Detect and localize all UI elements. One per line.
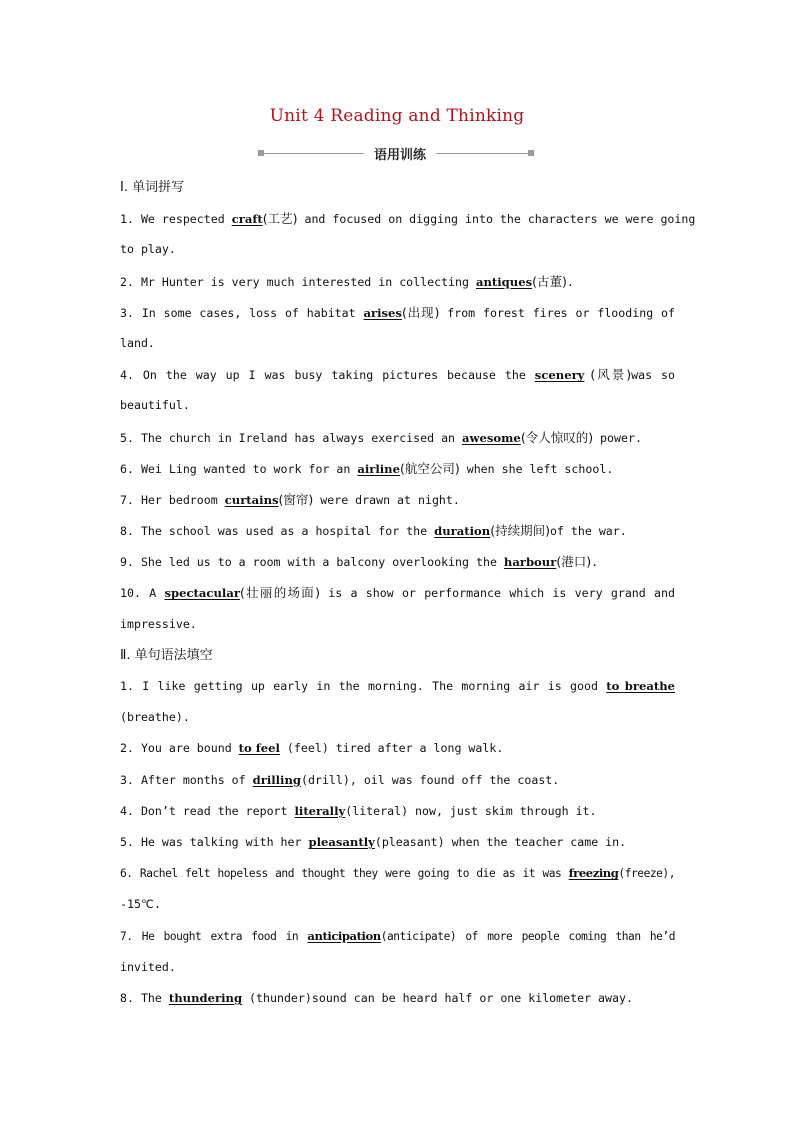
answer-text: craft	[231, 212, 263, 227]
banner-left-rule	[264, 153, 364, 154]
exercise-line	[120, 827, 675, 858]
exercise-line	[120, 422, 675, 453]
sentence-text: 4. Don’t read the report	[120, 803, 295, 818]
chinese-hint: (窗帘)	[278, 491, 314, 507]
exercise-line	[120, 577, 675, 608]
chinese-hint: (工艺)	[262, 211, 298, 227]
subtitle: 语用训练	[373, 148, 426, 163]
section-heading-spelling: Ⅰ. 单词拼写	[120, 180, 185, 195]
sentence-text: of the war.	[549, 524, 627, 539]
sentence-text: 10. A	[120, 586, 165, 601]
exercise-line-continued: impressive.	[120, 616, 197, 631]
sentence-text: was so	[631, 368, 675, 383]
sentence-text: 2. You are bound	[120, 741, 239, 756]
answer-text: anticipation	[307, 928, 381, 943]
exercise-line-continued: (breathe).	[120, 710, 190, 725]
exercise-line-continued: -15℃.	[120, 897, 161, 912]
exercise-line-continued: invited.	[120, 959, 176, 974]
sentence-text: 4. On the way up I was busy taking pictures because the	[120, 368, 535, 383]
sentence-text: 5. The church in Ireland has always exercised an	[120, 430, 463, 445]
sentence-text: were drawn at night.	[313, 492, 460, 507]
answer-text: curtains	[224, 492, 279, 507]
answer-text: drilling	[252, 772, 301, 787]
exercise-line	[120, 796, 675, 827]
sentence-text: 7. He bought extra food in	[120, 929, 308, 943]
answer-text: thundering	[168, 990, 243, 1005]
section-heading-grammar: Ⅱ. 单句语法填空	[120, 647, 213, 663]
exercise-line	[120, 484, 675, 515]
sentence-text: and focused on digging into the characters we were going	[297, 212, 696, 227]
chinese-hint: (出现)	[401, 304, 440, 320]
answer-text: pleasantly	[308, 834, 375, 849]
page-title: Unit 4 Reading and Thinking	[269, 106, 525, 126]
chinese-hint: (风景)	[584, 367, 632, 383]
sentence-text: (anticipate) of more people coming than he’d	[380, 929, 675, 943]
exercise-line-continued: beautiful.	[120, 398, 190, 413]
sentence-text: from forest fires or flooding of	[439, 305, 676, 320]
answer-text: awesome	[462, 430, 521, 445]
sentence-text: 8. The	[120, 990, 169, 1005]
answer-text: to feel	[238, 741, 280, 756]
answer-text: literally	[294, 803, 346, 818]
exercise-line	[120, 515, 675, 546]
subtitle-banner	[258, 144, 534, 164]
sentence-text: .	[591, 555, 599, 570]
answer-text: harbour	[503, 555, 557, 570]
answer-text: freezing	[568, 866, 619, 881]
sentence-text: 3. After months of	[120, 772, 253, 787]
answer-text: arises	[363, 305, 402, 320]
sentence-text: 8. The school was used as a hospital for the	[120, 524, 435, 539]
exercise-line	[120, 858, 675, 889]
chinese-hint: (壮丽的场面)	[239, 585, 320, 601]
answer-text: to breathe	[606, 679, 675, 693]
chinese-hint: (航空公司)	[399, 460, 460, 476]
sentence-text: (drill), oil was found off the coast.	[301, 772, 560, 787]
sentence-text: (literal) now, just skim through it.	[345, 803, 597, 818]
sentence-text: 1. We respected	[120, 212, 232, 227]
answer-text: airline	[357, 461, 400, 476]
chinese-hint: (令人惊叹的)	[520, 429, 594, 445]
sentence-text: 6. Rachel felt hopeless and thought they were going to die as it was	[120, 867, 569, 881]
sentence-text: 9. She led us to a room with a balcony overlooking the	[120, 555, 504, 570]
answer-text: spectacular	[164, 586, 240, 601]
sentence-text: is a show or performance which is very grand and	[319, 586, 675, 601]
banner-right-dot	[528, 150, 534, 156]
sentence-text: 1. I like getting up early in the morning. The morning air is good	[120, 679, 607, 693]
chinese-hint: (古董)	[532, 273, 567, 289]
sentence-text: 7. Her bedroom	[120, 492, 225, 507]
exercise-content	[120, 172, 696, 1014]
chinese-hint: (港口)	[556, 554, 592, 570]
exercise-line	[120, 546, 675, 577]
answer-text: scenery	[534, 368, 585, 383]
exercise-line	[120, 765, 675, 796]
exercise-line	[120, 297, 675, 328]
sentence-text: 6. Wei Ling wanted to work for an	[120, 461, 358, 476]
sentence-text: power.	[593, 430, 642, 445]
exercise-line	[120, 921, 675, 952]
exercise-line	[120, 266, 675, 297]
sentence-text: 3. In some cases, loss of habitat	[120, 305, 364, 320]
exercise-line	[120, 453, 675, 484]
exercise-line	[120, 359, 675, 390]
answer-text: duration	[434, 524, 491, 539]
sentence-text: when she left school.	[459, 461, 614, 476]
sentence-text: (feel) tired after a long walk.	[279, 741, 504, 756]
exercise-line	[120, 983, 675, 1014]
exercise-line-continued: to play.	[120, 242, 176, 257]
answer-text: antiques	[475, 274, 533, 289]
sentence-text: .	[566, 274, 574, 289]
sentence-text: 2. Mr Hunter is very much interested in collecting	[120, 274, 476, 289]
sentence-text: (pleasant) when the teacher came in.	[374, 834, 627, 849]
sentence-text: 5. He was talking with her	[120, 834, 309, 849]
banner-right-rule	[436, 153, 528, 154]
sentence-text: (thunder)sound can be heard half or one kilometer away.	[242, 990, 633, 1005]
exercise-line	[120, 671, 675, 702]
exercise-line-continued: land.	[120, 335, 155, 350]
exercise-line	[120, 203, 696, 234]
sentence-text: (freeze),	[618, 867, 675, 881]
chinese-hint: (持续期间)	[490, 523, 550, 539]
exercise-line	[120, 733, 675, 764]
